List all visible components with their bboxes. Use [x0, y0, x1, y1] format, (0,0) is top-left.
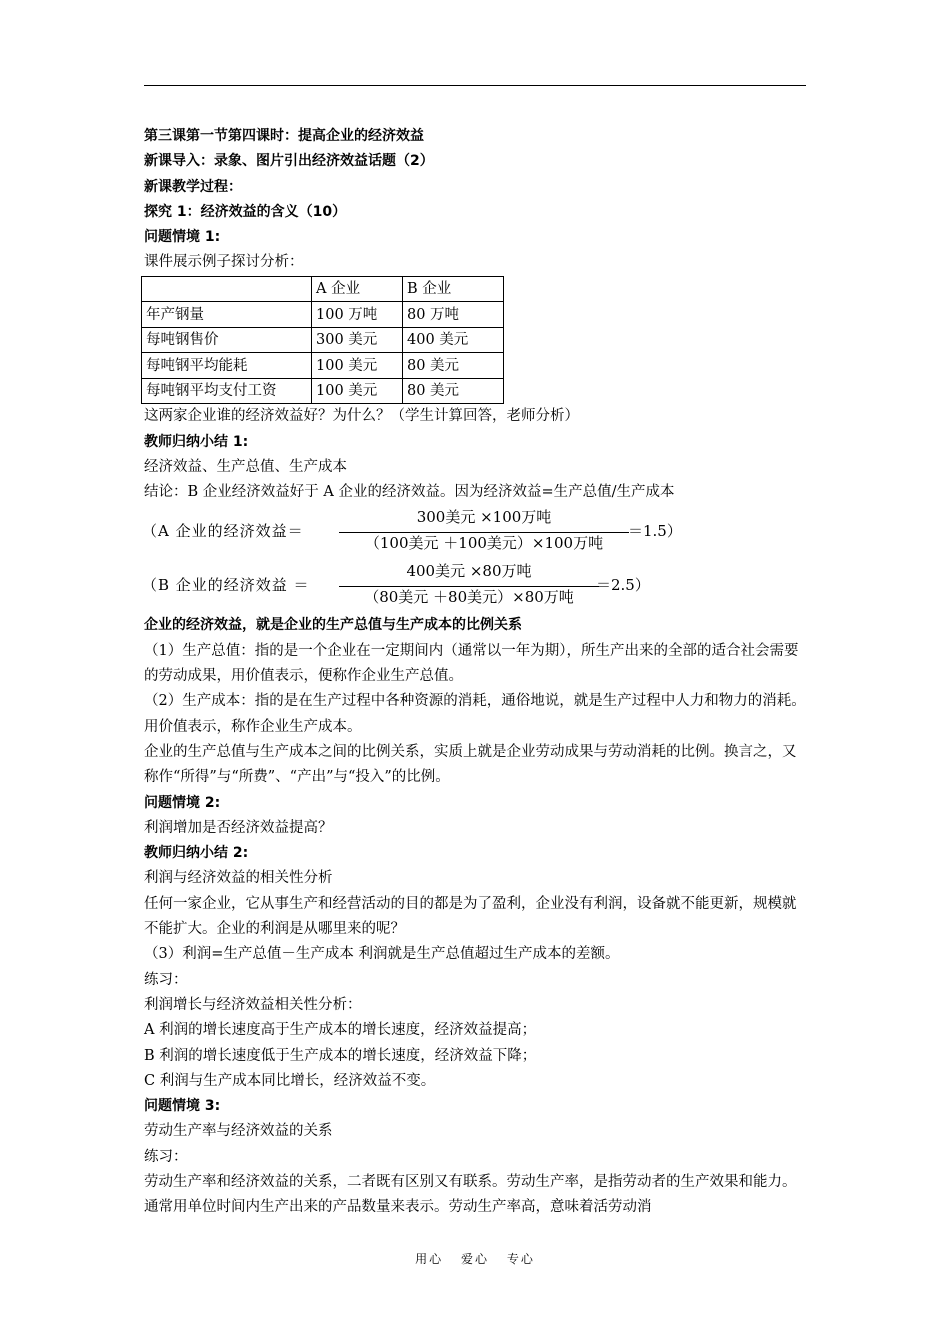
growth-option-b: B 利润的增长速度低于生产成本的增长速度，经济效益下降； — [144, 1047, 537, 1064]
table-cell: A 企业 — [312, 276, 403, 302]
page-footer — [0, 1250, 950, 1267]
table-row — [142, 353, 504, 379]
explore1-heading: 探究 1：经济效益的含义（10） — [144, 203, 347, 220]
table-cell: 每吨钢平均能耗 — [142, 353, 312, 379]
definition-production-cost: （2）生产成本：指的是在生产过程中各种资源的消耗，通俗地说，就是生产过程中人力和物力的消耗。用价值表示，称作企业生产成本。 — [144, 693, 806, 735]
footer-text: 用心 — [415, 1252, 444, 1266]
formula-b-denominator: （80美元 ＋80美元）×80万吨 — [364, 588, 574, 607]
table-cell: 100 美元 — [312, 378, 403, 404]
table-cell — [142, 276, 312, 302]
table-cell: 每吨钢平均支付工资 — [142, 378, 312, 404]
practice-label: 练习： — [144, 1148, 188, 1165]
growth-option-c: C 利润与生产成本同比增长，经济效益不变。 — [144, 1072, 436, 1089]
formula-b-numerator: 400美元 ×80万吨 — [406, 562, 532, 581]
formula-a-lhs: （A 企业的经济效益＝ — [142, 522, 304, 541]
table-cell: 每吨钢售价 — [142, 327, 312, 353]
table-row — [142, 378, 504, 404]
summary1-heading: 教师归纳小结 1: — [144, 433, 249, 450]
table-cell: 80 美元 — [403, 353, 504, 379]
formula-b-lhs: （B 企业的经济效益 ＝ — [142, 576, 310, 595]
comparison-table — [141, 276, 504, 405]
labor-paragraph: 劳动生产率和经济效益的关系，二者既有区别又有联系。劳动生产率，是指劳动者的生产效果和能力。通常用单位时间内生产出来的产品数量来表示。劳动生产率高，意味着活劳动消 — [144, 1174, 797, 1216]
ratio-statement: 企业的经济效益，就是企业的生产总值与生产成本的比例关系 — [144, 617, 522, 634]
table-cell: 300 美元 — [312, 327, 403, 353]
situation2-heading: 问题情境 2: — [144, 794, 221, 811]
footer-text: 爱心 — [460, 1252, 489, 1266]
labor-title: 劳动生产率与经济效益的关系 — [144, 1123, 333, 1140]
footer-text: 专心 — [506, 1252, 535, 1266]
question2: 利润增加是否经济效益提高？ — [144, 819, 333, 836]
lesson-intro: 新课导入：录象、图片引出经济效益话题（2） — [144, 153, 434, 170]
table-row — [142, 327, 504, 353]
table-row — [142, 302, 504, 328]
table-cell: 80 美元 — [403, 378, 504, 404]
table-cell: 年产钢量 — [142, 302, 312, 328]
table-cell: 80 万吨 — [403, 302, 504, 328]
conclusion: 结论：B 企业经济效益好于 A 企业的经济效益。因为经济效益=生产总值/生产成本 — [144, 484, 675, 501]
lesson-title: 第三课第一节第四课时：提高企业的经济效益 — [144, 128, 424, 144]
growth-analysis-title: 利润增长与经济效益相关性分析： — [144, 996, 362, 1013]
header-rule — [144, 85, 806, 86]
table-cell: 100 万吨 — [312, 302, 403, 328]
formula-a-numerator: 300美元 ×100万吨 — [416, 508, 552, 527]
question1: 这两家企业谁的经济效益好？为什么？（学生计算回答，老师分析） — [144, 408, 579, 425]
document-body — [144, 124, 808, 1221]
table-cell: 400 美元 — [403, 327, 504, 353]
formula-b-result: ＝2.5） — [596, 576, 650, 595]
growth-option-a: A 利润的增长速度高于生产成本的增长速度，经济效益提高； — [144, 1022, 537, 1039]
summary1-terms: 经济效益、生产总值、生产成本 — [144, 458, 347, 475]
formula-a — [144, 505, 808, 559]
profit-paragraph: 任何一家企业，它从事生产和经营活动的目的都是为了盈利，企业没有利润，设备就不能更新，规模就不能扩大。企业的利润是从哪里来的呢？ — [144, 895, 797, 938]
table-cell: 100 美元 — [312, 353, 403, 379]
table-cell: B 企业 — [403, 276, 504, 302]
ratio-explanation: 企业的生产总值与生产成本之间的比例关系，实质上就是企业劳动成果与劳动消耗的比例。换言之，又称作“所得”与“所费”、“产出”与“投入”的比例。 — [144, 743, 797, 786]
example-intro: 课件展示例子探讨分析： — [144, 254, 304, 271]
situation3-heading: 问题情境 3: — [144, 1098, 221, 1115]
summary2-subtitle: 利润与经济效益的相关性分析 — [144, 870, 333, 887]
definition-profit: （3）利润=生产总值－生产成本 利润就是生产总值超过生产成本的差额。 — [144, 946, 620, 963]
practice-label: 练习： — [144, 971, 188, 988]
situation1-heading: 问题情境 1: — [144, 229, 221, 246]
process-heading: 新课教学过程： — [144, 178, 242, 195]
definition-gross-output: （1）生产总值：指的是一个企业在一定期间内（通常以一年为期），所生产出来的全部的适合社会需要的劳动成果，用价值表示，便称作企业生产总值。 — [144, 642, 799, 685]
formula-a-denominator: （100美元 ＋100美元）×100万吨 — [364, 534, 604, 553]
formula-b — [144, 559, 808, 613]
summary2-heading: 教师归纳小结 2: — [144, 845, 249, 862]
table-header-row — [142, 276, 504, 302]
formula-a-result: ＝1.5） — [628, 522, 682, 541]
